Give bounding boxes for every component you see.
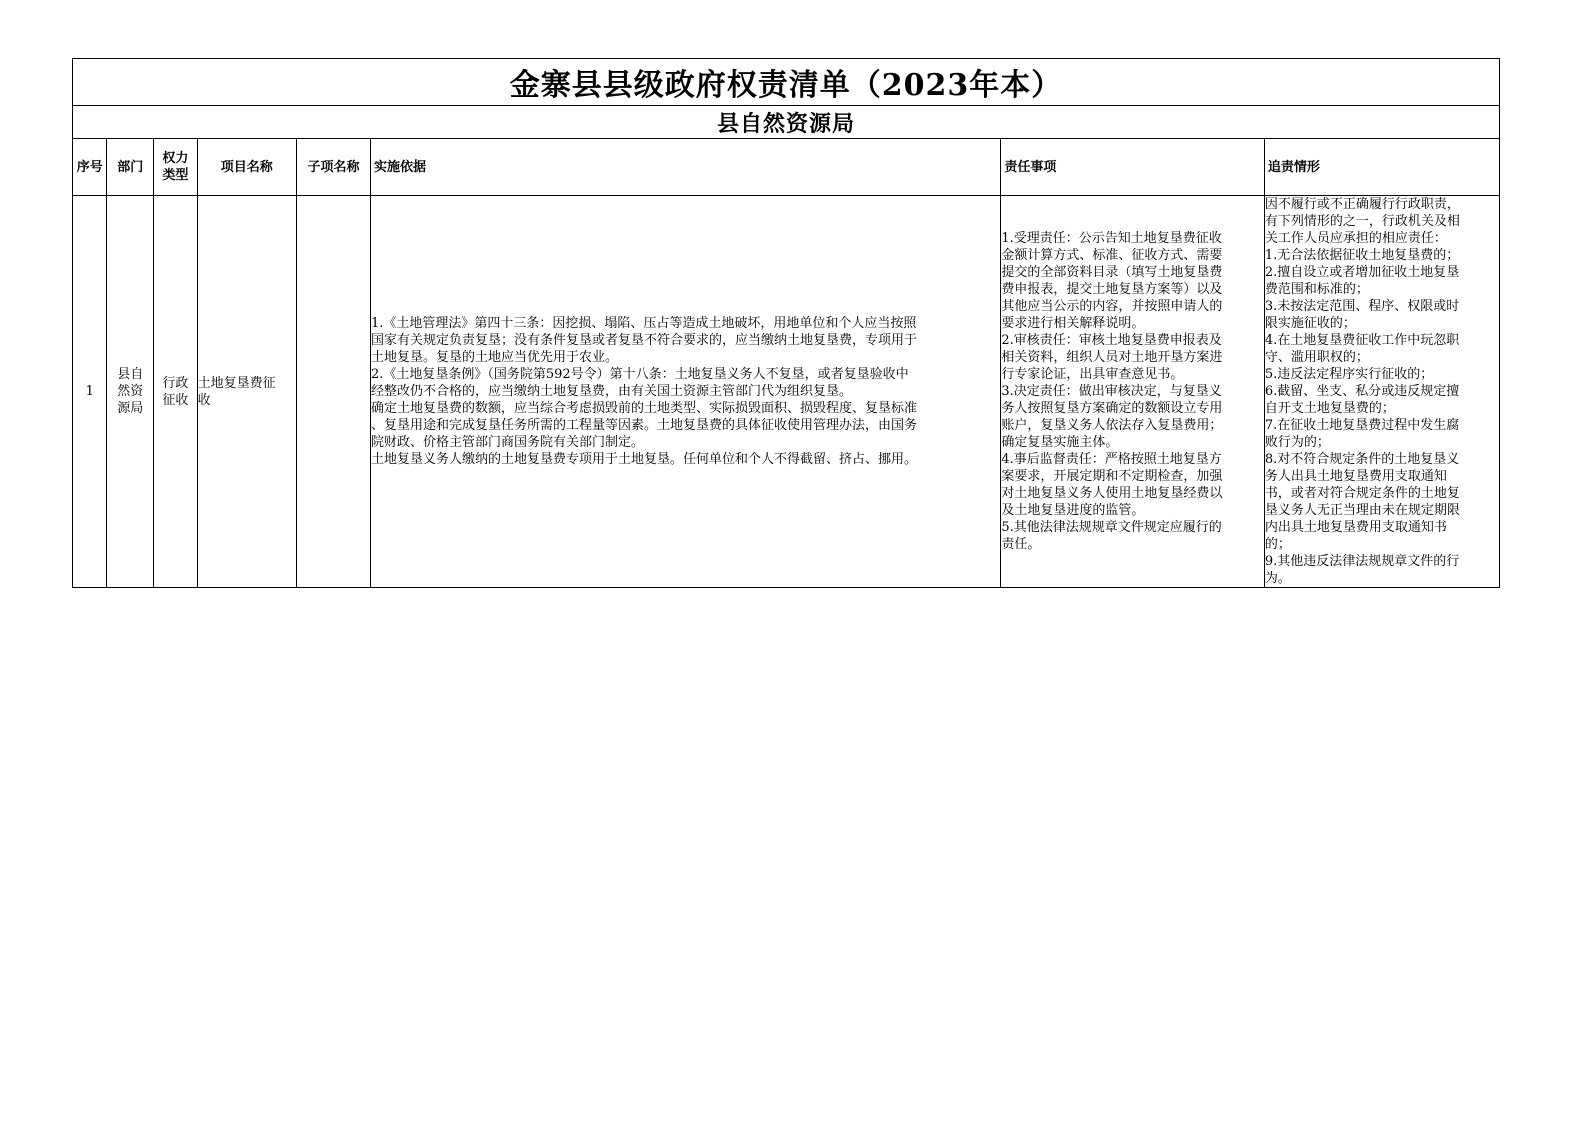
- table-row: [73, 196, 1500, 588]
- column-header-accountability: 追责情形: [1264, 139, 1499, 196]
- cell-dept: 县自 然资 源局: [107, 196, 154, 588]
- column-header-sub-item: 子项名称: [296, 139, 370, 196]
- column-header-responsibility: 责任事项: [1001, 139, 1265, 196]
- header-row: [73, 139, 1500, 196]
- page-title: 金寨县县级政府权责清单（2023年本）: [73, 59, 1500, 106]
- cell-seq: 1: [73, 196, 107, 588]
- column-header-dept: 部门: [107, 139, 154, 196]
- column-header-basis: 实施依据: [370, 139, 1000, 196]
- cell-item-name: 土地复垦费征 收: [197, 196, 296, 588]
- column-header-seq: 序号: [73, 139, 107, 196]
- cell-basis: 1.《土地管理法》第四十三条：因挖损、塌陷、压占等造成土地破坏，用地单位和个人应当按照 国家有关规定负责复垦；没有条件复垦或者复垦不符合要求的，应当缴纳土地复垦费，专项用于 土地复垦。复垦的土地应当优先用于农业。 2.《土地复垦条例》（国务院第592号令）第十八条：土地复垦义务人不复垦，或者复垦验收中 经整改仍不合格的，应当缴纳土地复垦费，由有关国土资源主管部门代为组织复垦。 确定土地复垦费的数额，应当综合考虑损毁前的土地类型、实际损毁面积、损毁程度、复垦标准 、复垦用途和完成复垦任务所需的工程量等因素。土地复垦费的具体征收使用管理办法，由国务 院财政、价格主管部门商国务院有关部门制定。 土地复垦义务人缴纳的土地复垦费专项用于土地复垦。任何单位和个人不得截留、挤占、挪用。: [370, 196, 1000, 588]
- cell-responsibility: 1.受理责任：公示告知土地复垦费征收 金额计算方式、标准、征收方式、需要 提交的全部资料目录（填写土地复垦费 费申报表，提交土地复垦方案等）以及 其他应当公示的内容，并按照申请人的 要求进行相关解释说明。 2.审核责任：审核土地复垦费申报表及 相关资料，组织人员对土地开垦方案进 行专家论证，出具审查意见书。 3.决定责任：做出审核决定，与复垦义 务人按照复垦方案确定的数额设立专用 账户，复垦义务人依法存入复垦费用； 确定复垦实施主体。 4.事后监督责任：严格按照土地复垦方 案要求，开展定期和不定期检查，加强 对土地复垦义务人使用土地复垦经费以 及土地复垦进度的监管。 5.其他法律法规规章文件规定应履行的 责任。: [1001, 196, 1265, 588]
- responsibility-list-table: [72, 58, 1500, 588]
- column-header-power-type: 权力 类型: [154, 139, 198, 196]
- cell-power-type: 行政 征收: [154, 196, 198, 588]
- cell-accountability: 因不履行或不正确履行行政职责， 有下列情形的之一，行政机关及相 关工作人员应承担的相应责任： 1.无合法依据征收土地复垦费的； 2.擅自设立或者增加征收土地复垦 费范围和标准的； 3.未按法定范围、程序、权限或时 限实施征收的； 4.在土地复垦费征收工作中玩忽职 守、滥用职权的； 5.违反法定程序实行征收的； 6.截留、坐支、私分或违反规定擅 自开支土地复垦费的； 7.在征收土地复垦费过程中发生腐 败行为的； 8.对不符合规定条件的土地复垦义 务人出具土地复垦费用支取通知 书，或者对符合规定条件的土地复 垦义务人无正当理由未在规定期限 内出具土地复垦费用支取通知书 的； 9.其他违反法律法规规章文件的行 为。: [1264, 196, 1499, 588]
- column-header-item-name: 项目名称: [197, 139, 296, 196]
- department-heading: 县自然资源局: [73, 106, 1500, 139]
- cell-sub-item: [296, 196, 370, 588]
